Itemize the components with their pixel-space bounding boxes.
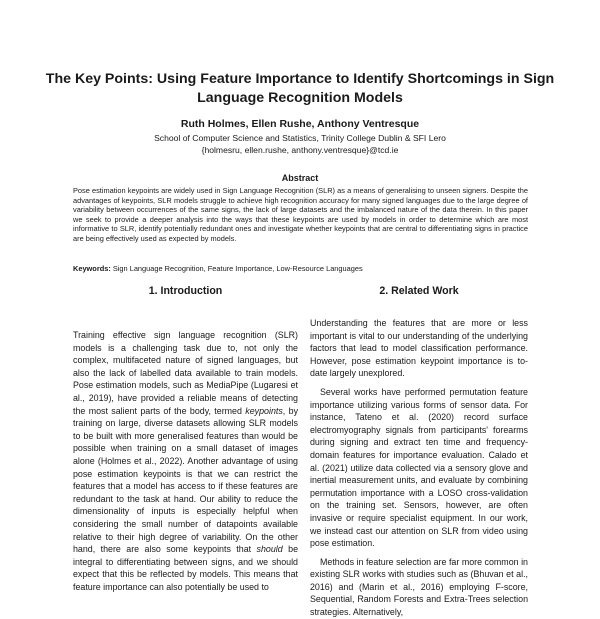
keywords-list: Sign Language Recognition, Feature Importance, Low-Resource Languages xyxy=(112,264,363,273)
related-work-heading: 2. Related Work xyxy=(379,285,459,297)
emphasis-should: should xyxy=(256,544,283,555)
abstract-heading: Abstract xyxy=(281,173,319,183)
paper-title: The Key Points: Using Feature Importance to Identify Shortcomings in Sign Language Recognition Models xyxy=(45,71,555,106)
keywords-line xyxy=(73,264,528,274)
emphasis-keypoints: keypoints xyxy=(245,405,283,416)
introduction-heading: 1. Introduction xyxy=(148,285,223,297)
related-work-paragraph-2: Several works have performed permutation feature importance utilizing various forms of sensor data. For instance, Tateno et al. (2020) record surface electromyography signals from participants' forearms during signing and extract ten time and frequency-domain features for importance evaluation. Calado et al. (2021) utilize data collected via a sensory glove and inertial measurement units, and evaluate by combining permutation importance with a LOSO cross-validation on the training set. Sensors, however, are often invasive or require specialist equipment. In our work, we instead cast our attention on SLR from video using pose estimation. xyxy=(310,386,528,549)
affiliation: School of Computer Science and Statistics, Trinity College Dublin & SFI Lero xyxy=(154,133,446,143)
related-work-paragraph-3: Methods in feature selection are far more common in existing SLR works with studies such as (Bhuvan et al., 2016) and (Marin et al., 2016) employing F-score, Sequential, Random Forests and Extra-Trees selection strategies. Alternatively, xyxy=(310,556,528,618)
introduction-column xyxy=(73,329,298,593)
introduction-paragraph: Training effective sign language recognition (SLR) models is a challenging task due to, not only the complex, multifaceted nature of signed languages, but also the lack of labelled data available to train models. Pose estimation models, such as MediaPipe (Lugaresi et al., 2019), have provided a reliable means of detecting the most salient parts of the body, termed keypoints, by training on large, diverse datasets allowing SLR models to be built with more generalised features than would be possible when training on a small dataset of images alone (Holmes et al., 2022). Another advantage of using pose estimation keypoints is that we can restrict the features that a model has access to if these features are redundant to the task at hand. Our ability to reduce the dimensionality of inputs is especially helpful when considering the small number of datapoints available relative to their high degree of variability. On the other hand, there are also some keypoints that should be integral to differentiating between signs, and we should expect that this be reflected by models. This means that feature importance can also potentially be used to xyxy=(73,330,299,592)
related-work-column xyxy=(310,317,528,619)
abstract-text: Pose estimation keypoints are widely used in Sign Language Recognition (SLR) as a means of generalising to unseen signers. Despite the advantages of keypoints, SLR models struggle to achieve high recognition accuracy for many signed languages due to the large degree of variability between occurrences of the same signs, the lack of large datasets and the imbalanced nature of the data therein. In this paper we seek to provide a deeper analysis into the ways that these keypoints are used by models in order to determine which are most informative to SLR, identify potentially redundant ones and investigate whether keypoints that are central to differentiating signs in practice are being effectively used as expected by models. xyxy=(73,186,528,243)
related-work-paragraph-1: Understanding the features that are more or less important is vital to our understanding of the underlying factors that lead to model classification performance. However, pose estimation keypoint importance is to-date largely unexplored. xyxy=(310,318,528,379)
author-emails: {holmesru, ellen.rushe, anthony.ventresque}@tcd.ie xyxy=(201,145,399,155)
keywords-label: Keywords: xyxy=(73,264,111,273)
author-list: Ruth Holmes, Ellen Rushe, Anthony Ventresque xyxy=(180,118,420,130)
